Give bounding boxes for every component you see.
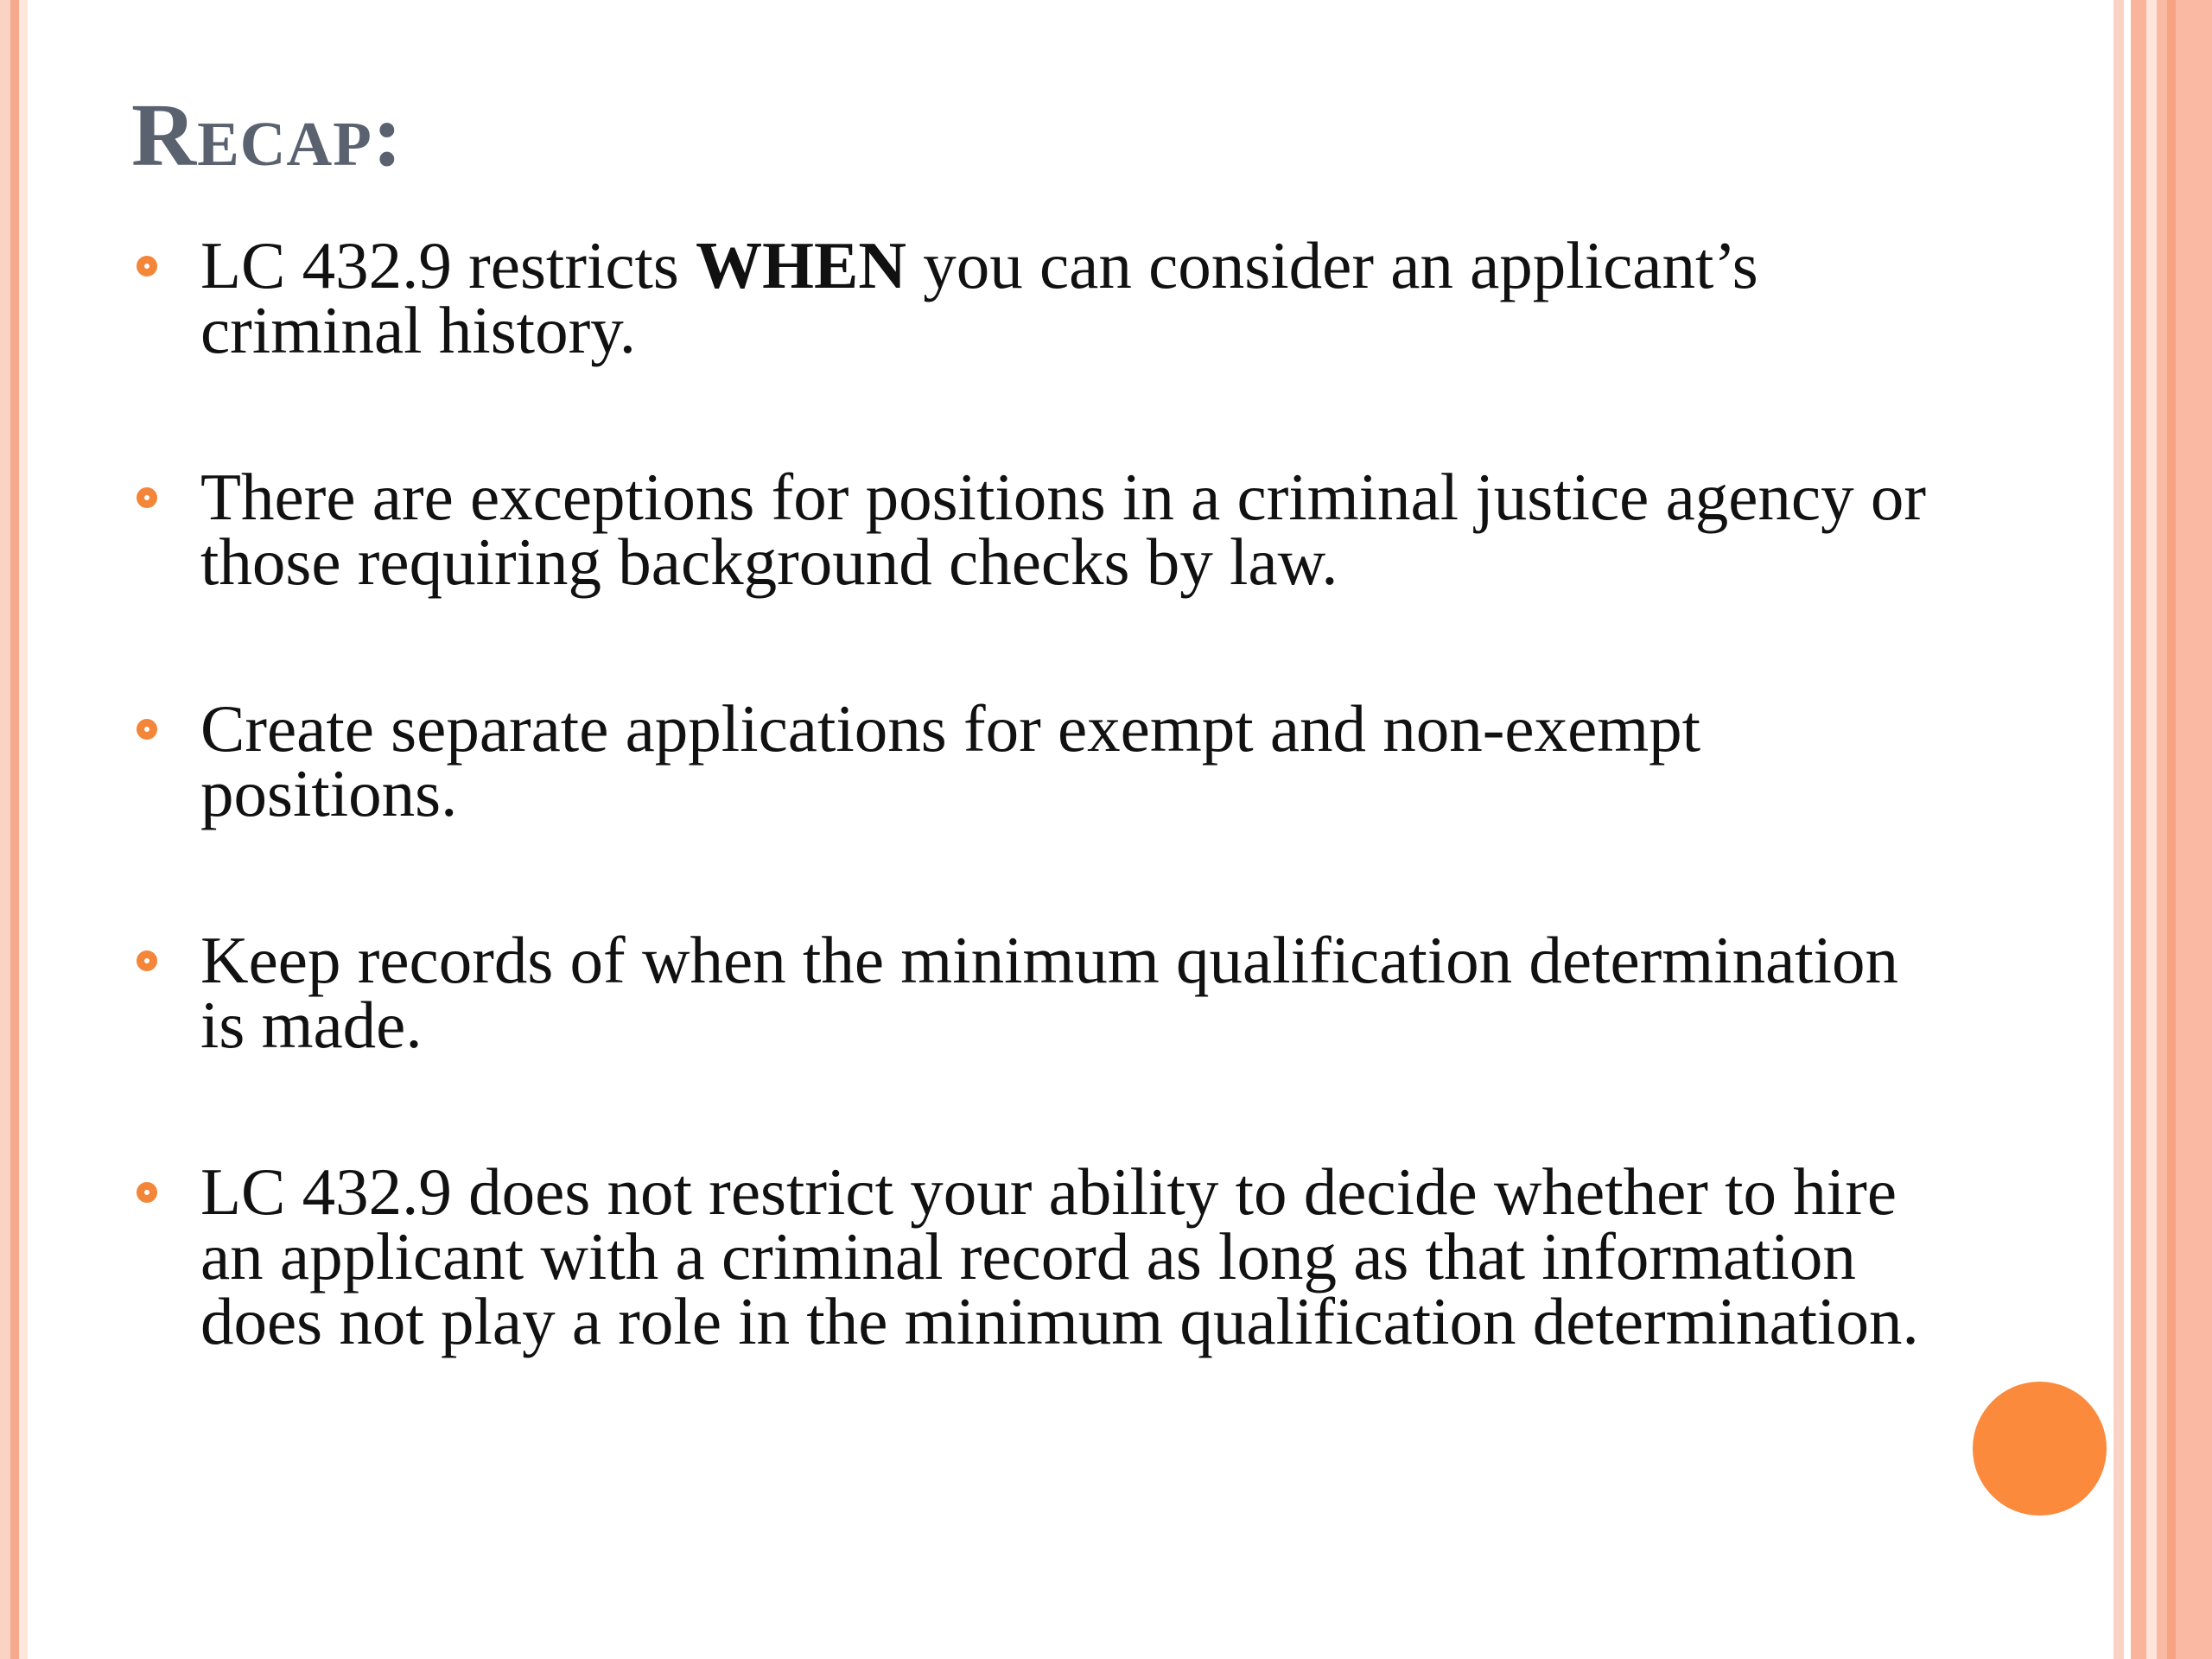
right-border-stripe bbox=[2157, 0, 2212, 1659]
right-border-stripe bbox=[2146, 0, 2157, 1659]
right-border-stripe bbox=[2167, 0, 2176, 1659]
bullet-item bbox=[131, 228, 1946, 367]
slide-title: Recap: bbox=[131, 86, 404, 185]
right-border-stripe bbox=[2131, 0, 2146, 1659]
bullet-item bbox=[131, 923, 1946, 1062]
bullet-text: There are exceptions for positions in a criminal justice agency or those requiring background checks by law. bbox=[200, 460, 1926, 599]
bullet-text: Keep records of when the minimum qualification determination is made. bbox=[200, 923, 1899, 1062]
left-border-stripe bbox=[10, 0, 19, 1659]
orange-ring-bullet-icon bbox=[137, 256, 157, 276]
right-border-stripe bbox=[2113, 0, 2124, 1659]
bullet-text-part: LC 432.9 restricts bbox=[200, 228, 696, 302]
orange-ring-bullet-icon bbox=[137, 950, 157, 971]
left-border-stripe bbox=[19, 0, 28, 1659]
bullet-item bbox=[131, 691, 1946, 830]
orange-circle-accent bbox=[1973, 1382, 2107, 1516]
bullet-text: LC 432.9 does not restrict your ability to decide whether to hire an applicant with a criminal record as long as that information does not play a role in the minimum qualification determination. bbox=[200, 1154, 1919, 1358]
orange-ring-bullet-icon bbox=[137, 1182, 157, 1203]
right-border-stripe bbox=[2124, 0, 2131, 1659]
bullet-bold-text: WHEN bbox=[696, 228, 906, 302]
bullet-item bbox=[131, 460, 1946, 599]
orange-ring-bullet-icon bbox=[137, 719, 157, 740]
bullet-item bbox=[131, 1154, 1946, 1358]
bullet-text: Create separate applications for exempt and non-exempt positions. bbox=[200, 691, 1701, 830]
orange-ring-bullet-icon bbox=[137, 487, 157, 508]
left-border-stripe bbox=[0, 0, 10, 1659]
bullet-list bbox=[131, 228, 1946, 1456]
bullet-text-part: you can consider an applicant’s criminal history. bbox=[200, 228, 1758, 367]
